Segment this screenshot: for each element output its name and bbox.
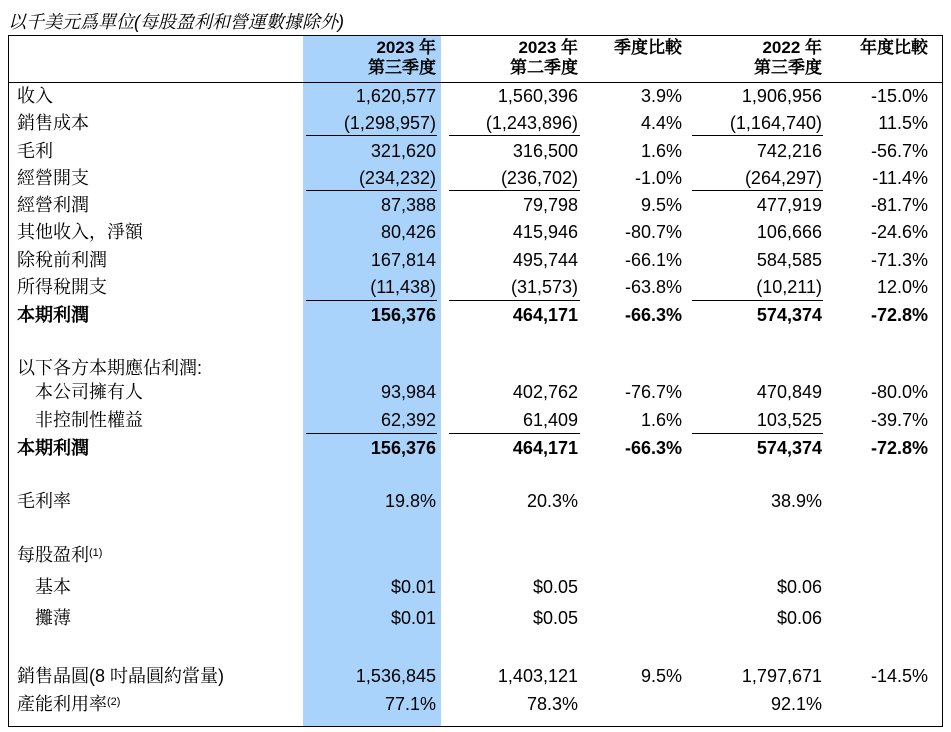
row-label-text: 非控制性權益: [35, 410, 143, 430]
row-label: [17, 665, 224, 687]
cell-q3-2023: 167,814: [370, 250, 436, 270]
cell-q3-2022: 92.1%: [770, 694, 822, 714]
cell-q3-2023: (11,438): [370, 277, 436, 297]
row-label: [17, 693, 120, 715]
cell-q3-2023: 93,984: [380, 382, 436, 402]
row-label: [35, 607, 71, 629]
row-label-text: 銷售晶圓(8 吋晶圓約當量): [17, 666, 224, 686]
underline-q3-2023-nci: [306, 433, 437, 434]
row-label: [17, 194, 89, 216]
underline-q3-2022-nci: [692, 433, 823, 434]
cell-q3-2022: 574,374: [756, 305, 822, 325]
cell-q2-2023: $0.05: [532, 608, 578, 628]
cell-q3-2023: 77.1%: [384, 694, 436, 714]
row-label-text: 本期利潤: [17, 438, 89, 458]
cell-q3-2023: (1,298,957): [343, 113, 436, 133]
row-label: [17, 490, 71, 512]
cell-q3-2023: 156,376: [370, 438, 436, 458]
cell-q2-2023: 402,762: [512, 382, 578, 402]
cell-q2-2023: 1,560,396: [497, 86, 578, 106]
table-caption: 以千美元爲單位(每股盈利和營運數據除外): [8, 12, 344, 32]
cell-q3-2022: 574,374: [756, 438, 822, 458]
row-label: [17, 437, 89, 459]
cell-yoy-change: -81.7%: [870, 195, 928, 215]
row-label: [17, 276, 107, 298]
underline-q3-2022-opex: [692, 190, 823, 191]
cell-q3-2023: 19.8%: [384, 491, 436, 511]
cell-q3-2022: (264,297): [744, 168, 822, 188]
cell-yoy-change: 11.5%: [878, 113, 928, 133]
row-label-text: 所得稅開支: [17, 277, 107, 297]
cell-q3-2022: 106,666: [756, 222, 822, 242]
cell-qoq-change: 9.5%: [640, 195, 682, 215]
row-label-text: 銷售成本: [17, 113, 89, 133]
underline-q2-2023-opex: [449, 190, 580, 191]
row-label: [35, 409, 143, 431]
cell-yoy-change: -14.5%: [870, 666, 928, 686]
row-label-text: 產能利用率: [17, 694, 107, 714]
cell-q3-2023: $0.01: [390, 608, 436, 628]
cell-qoq-change: -1.0%: [634, 168, 682, 188]
underline-q3-2022-cogs: [692, 135, 823, 136]
cell-q3-2023: 321,620: [370, 141, 436, 161]
underline-q3-2022-tax: [692, 300, 823, 301]
header-rule: [9, 82, 942, 83]
cell-yoy-change: -11.4%: [872, 168, 928, 188]
cell-qoq-change: 9.5%: [640, 666, 682, 686]
row-label: [17, 249, 107, 271]
header-q3-2022: 2022 年 第三季度: [754, 38, 822, 77]
cell-qoq-change: -66.3%: [624, 305, 682, 325]
cell-q2-2023: 415,946: [512, 222, 578, 242]
header-qoq: 季度比較: [614, 38, 682, 57]
underline-q2-2023-cogs: [449, 135, 580, 136]
cell-yoy-change: -15.0%: [870, 86, 928, 106]
cell-q3-2022: $0.06: [776, 608, 822, 628]
row-label-text: 毛利: [17, 141, 53, 161]
row-label: [17, 357, 202, 379]
cell-q3-2022: 38.9%: [770, 491, 822, 511]
cell-q2-2023: 78.3%: [526, 694, 578, 714]
cell-q2-2023: $0.05: [532, 577, 578, 597]
row-label-text: 攤薄: [35, 608, 71, 628]
underline-q2-2023-tax: [449, 300, 580, 301]
cell-qoq-change: -66.3%: [624, 438, 682, 458]
cell-q2-2023: 464,171: [512, 438, 578, 458]
underline-q2-2023-nci: [449, 433, 580, 434]
cell-yoy-change: 12.0%: [876, 277, 928, 297]
cell-q3-2023: (234,232): [358, 168, 436, 188]
row-label: [17, 140, 53, 162]
row-label-text: 本期利潤: [17, 305, 89, 325]
cell-q2-2023: 1,403,121: [497, 666, 578, 686]
row-label-text: 以下各方本期應佔利潤:: [17, 358, 202, 378]
cell-q3-2022: 1,797,671: [741, 666, 822, 686]
cell-q3-2022: 584,585: [756, 250, 822, 270]
cell-q2-2023: 464,171: [512, 305, 578, 325]
row-label-text: 除稅前利潤: [17, 250, 107, 270]
cell-qoq-change: 1.6%: [640, 141, 682, 161]
row-label: [17, 85, 53, 107]
cell-yoy-change: -39.7%: [870, 410, 928, 430]
cell-yoy-change: -72.8%: [870, 305, 928, 325]
row-label-text: 經營開支: [17, 168, 89, 188]
row-label: [35, 576, 71, 598]
cell-q3-2023: 62,392: [380, 410, 436, 430]
cell-q3-2022: 477,919: [756, 195, 822, 215]
cell-q3-2022: 1,906,956: [741, 86, 822, 106]
row-label-text: 毛利率: [17, 491, 71, 511]
cell-q2-2023: (236,702): [500, 168, 578, 188]
cell-qoq-change: 1.6%: [640, 410, 682, 430]
cell-q3-2023: 87,388: [380, 195, 436, 215]
cell-q3-2023: 1,620,577: [355, 86, 436, 106]
cell-yoy-change: -24.6%: [870, 222, 928, 242]
row-label: [17, 221, 143, 243]
cell-q3-2022: (1,164,740): [729, 113, 822, 133]
underline-q3-2023-opex: [306, 190, 437, 191]
cell-yoy-change: -71.3%: [870, 250, 928, 270]
row-label: [17, 544, 102, 566]
cell-qoq-change: -76.7%: [624, 382, 682, 402]
cell-q3-2022: (10,211): [756, 277, 822, 297]
row-label: [17, 167, 89, 189]
cell-qoq-change: -80.7%: [624, 222, 682, 242]
cell-q2-2023: (31,573): [510, 277, 578, 297]
underline-q3-2023-cogs: [306, 135, 437, 136]
cell-yoy-change: -56.7%: [870, 141, 928, 161]
cell-qoq-change: -63.8%: [624, 277, 682, 297]
header-yoy: 年度比較: [860, 38, 928, 57]
row-label: [17, 304, 89, 326]
cell-q2-2023: 20.3%: [526, 491, 578, 511]
row-label-text: 每股盈利: [17, 545, 89, 565]
row-label-text: 本公司擁有人: [35, 382, 143, 402]
header-q3-2023: 2023 年 第三季度: [368, 38, 436, 77]
cell-q3-2022: $0.06: [776, 577, 822, 597]
row-label-text: 其他收入，淨額: [17, 222, 143, 242]
cell-q3-2022: 470,849: [756, 382, 822, 402]
cell-q3-2023: $0.01: [390, 577, 436, 597]
cell-q2-2023: (1,243,896): [485, 113, 578, 133]
cell-q2-2023: 61,409: [522, 410, 578, 430]
underline-q3-2023-tax: [306, 300, 437, 301]
footnote-marker: (1): [89, 547, 103, 559]
cell-qoq-change: 4.4%: [640, 113, 682, 133]
cell-qoq-change: 3.9%: [640, 86, 682, 106]
cell-q3-2023: 1,536,845: [355, 666, 436, 686]
row-label-text: 收入: [17, 86, 53, 106]
header-q2-2023: 2023 年 第二季度: [510, 38, 578, 77]
cell-q3-2022: 742,216: [756, 141, 822, 161]
row-label: [17, 112, 89, 134]
cell-q3-2023: 156,376: [370, 305, 436, 325]
row-label-text: 經營利潤: [17, 195, 89, 215]
cell-q2-2023: 495,744: [512, 250, 578, 270]
cell-yoy-change: -72.8%: [870, 438, 928, 458]
cell-q3-2022: 103,525: [756, 410, 822, 430]
cell-yoy-change: -80.0%: [870, 382, 928, 402]
cell-qoq-change: -66.1%: [624, 250, 682, 270]
row-label-text: 基本: [35, 577, 71, 597]
cell-q3-2023: 80,426: [380, 222, 436, 242]
cell-q2-2023: 79,798: [522, 195, 578, 215]
cell-q2-2023: 316,500: [512, 141, 578, 161]
row-label: [35, 381, 143, 403]
footnote-marker: (2): [107, 696, 121, 708]
